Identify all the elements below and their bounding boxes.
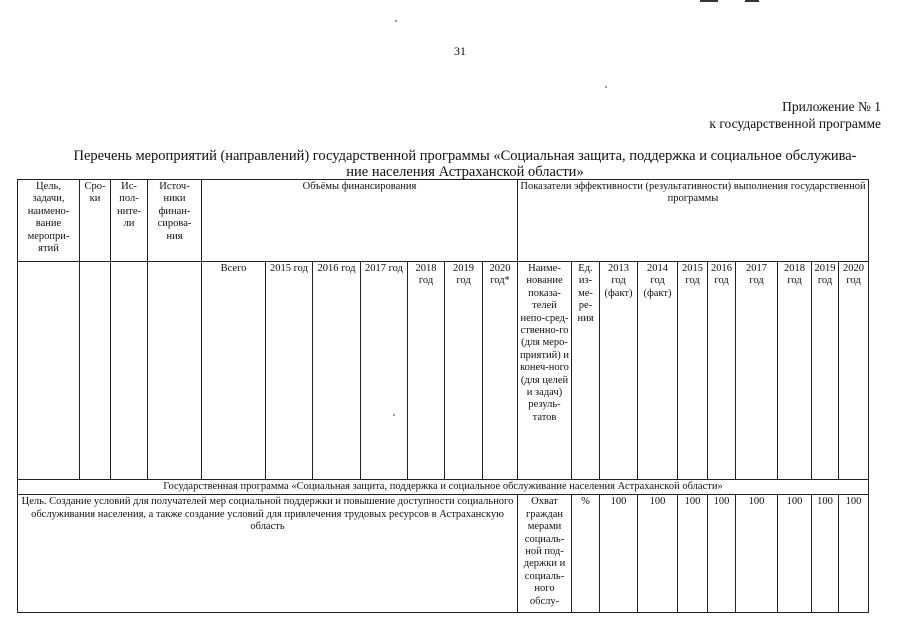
title-line-2: ние населения Астраханской области» (346, 164, 584, 180)
goal-text-cell: Цель. Создание условий для получателей мер социальной поддержки и повышение доступности социального обслуживания населения, а также создание условий для привлечения трудовых ресурсов в Астраханскую область (18, 495, 518, 613)
document-title (30, 148, 900, 180)
goal-value-2019: 100 (812, 495, 839, 613)
indicators-group-header: Показатели эффективности (результативности) выполнения государственной программы (518, 180, 869, 262)
program-title-cell: Государственная программа «Социальная защита, поддержка и социальное обслуживание населения Астраханской области» (18, 480, 869, 495)
header-row (18, 180, 869, 262)
measures-table (17, 179, 869, 613)
indicator-2016-header: 2016 год (708, 262, 736, 480)
indicator-2015-header: 2015 год (678, 262, 708, 480)
goal-value-2018: 100 (778, 495, 812, 613)
funding-2018-header: 2018 год (408, 262, 445, 480)
goal-value-2017: 100 (736, 495, 778, 613)
indicator-2018-header: 2018 год (778, 262, 812, 480)
goal-value-2014: 100 (638, 495, 678, 613)
funding-2019-header: 2019 год (445, 262, 483, 480)
indicator-2020-header: 2020 год (839, 262, 869, 480)
empty-cell (18, 262, 80, 480)
scan-speck (605, 86, 607, 88)
goal-value-2013: 100 (600, 495, 638, 613)
title-line-1: Перечень мероприятий (направлений) государственной программы «Социальная защита, поддержка и социальное обслужива- (73, 148, 857, 164)
subheader-row (18, 262, 869, 480)
goal-row (18, 495, 869, 613)
funding-group-header: Объёмы финансирования (202, 180, 518, 262)
goal-unit-cell: % (572, 495, 600, 613)
indicator-2013-header: 2013 год (факт) (600, 262, 638, 480)
indicator-2019-header: 2019 год (812, 262, 839, 480)
funding-2015-header: 2015 год (266, 262, 313, 480)
appendix-line-1: Приложение № 1 (782, 99, 881, 114)
appendix-line-2: к государственной программе (709, 116, 881, 131)
goal-column-header: Цель, задачи, наимено-вание меропри-ятий (18, 180, 80, 262)
scan-speck (393, 414, 395, 416)
funding-2020-header: 2020 год* (483, 262, 518, 480)
appendix-label (709, 98, 881, 132)
scan-artifact-mark (745, 0, 759, 2)
sources-column-header: Источ-ники финан-сирова-ния (148, 180, 202, 262)
scan-artifact-mark (700, 0, 718, 2)
program-row (18, 480, 869, 495)
empty-cell (111, 262, 148, 480)
empty-cell (148, 262, 202, 480)
funding-total-header: Всего (202, 262, 266, 480)
indicator-name-header: Наиме-нование показа-телей непо-сред-ственно-го (для меро-приятий) и конеч-ного (для целей и задач) резуль-татов (518, 262, 572, 480)
goal-value-2015: 100 (678, 495, 708, 613)
scan-speck (395, 20, 397, 22)
indicator-2017-header: 2017 год (736, 262, 778, 480)
funding-2017-header: 2017 год (361, 262, 408, 480)
unit-header: Ед. из-ме-ре-ния (572, 262, 600, 480)
executors-column-header: Ис-пол-ните-ли (111, 180, 148, 262)
goal-value-2020: 100 (839, 495, 869, 613)
indicator-2014-header: 2014 год (факт) (638, 262, 678, 480)
page-number: 31 (454, 44, 466, 58)
terms-column-header: Сро-ки (80, 180, 111, 262)
goal-value-2016: 100 (708, 495, 736, 613)
goal-indicator-cell: Охват граждан мерами социаль-ной под-держки и социаль-ного обслу- (518, 495, 572, 613)
empty-cell (80, 262, 111, 480)
funding-2016-header: 2016 год (313, 262, 361, 480)
